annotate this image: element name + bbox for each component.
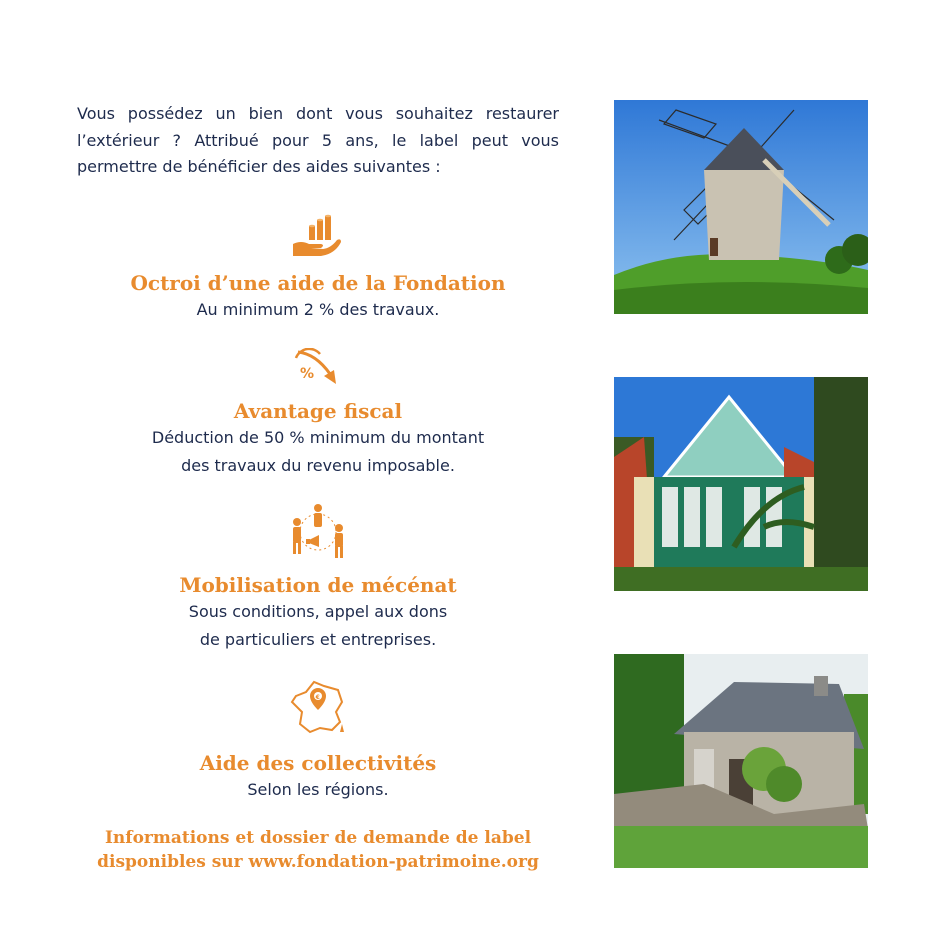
- svg-text:%: %: [300, 366, 315, 382]
- aid-desc: Déduction de 50 % minimum du montant: [151, 428, 485, 447]
- aid-desc: Selon les régions.: [247, 780, 389, 799]
- victorian-house-photo: [614, 377, 868, 591]
- footer-line: Informations et dossier de demande de label: [104, 828, 532, 848]
- percent-arrow-icon: [290, 348, 346, 388]
- aid-title: Octroi d’une aide de la Fondation: [130, 271, 506, 295]
- aid-title: Aide des collectivités: [199, 751, 437, 775]
- aid-desc: des travaux du revenu imposable.: [181, 456, 455, 475]
- hand-coins-icon: [291, 214, 345, 258]
- footer-line[interactable]: disponibles sur www.fondation-patrimoine.org: [97, 852, 539, 872]
- aid-tax: [77, 348, 559, 480]
- aid-foundation: [77, 214, 559, 324]
- footer-info: [77, 826, 559, 874]
- aid-desc: de particuliers et entreprises.: [199, 630, 437, 649]
- aid-sponsorship: [77, 502, 559, 654]
- aid-collectivities: [77, 678, 559, 804]
- aid-title: Mobilisation de mécénat: [179, 573, 457, 597]
- aid-desc: Sous conditions, appel aux dons: [188, 602, 448, 621]
- intro-paragraph: Vous possédez un bien dont vous souhaitez restaurer l’extérieur ? Attribué pour 5 ans, le label peut vous permettre de bénéficier des aides suivantes :: [77, 104, 559, 176]
- france-map-pin-icon: [288, 678, 348, 736]
- svg-text:€: €: [315, 694, 320, 701]
- windmill-photo: [614, 100, 868, 314]
- stone-cottage-photo: [614, 654, 868, 868]
- aid-title: Avantage fiscal: [233, 399, 403, 423]
- aid-desc: Au minimum 2 % des travaux.: [196, 300, 440, 319]
- people-megaphone-icon: [287, 502, 349, 560]
